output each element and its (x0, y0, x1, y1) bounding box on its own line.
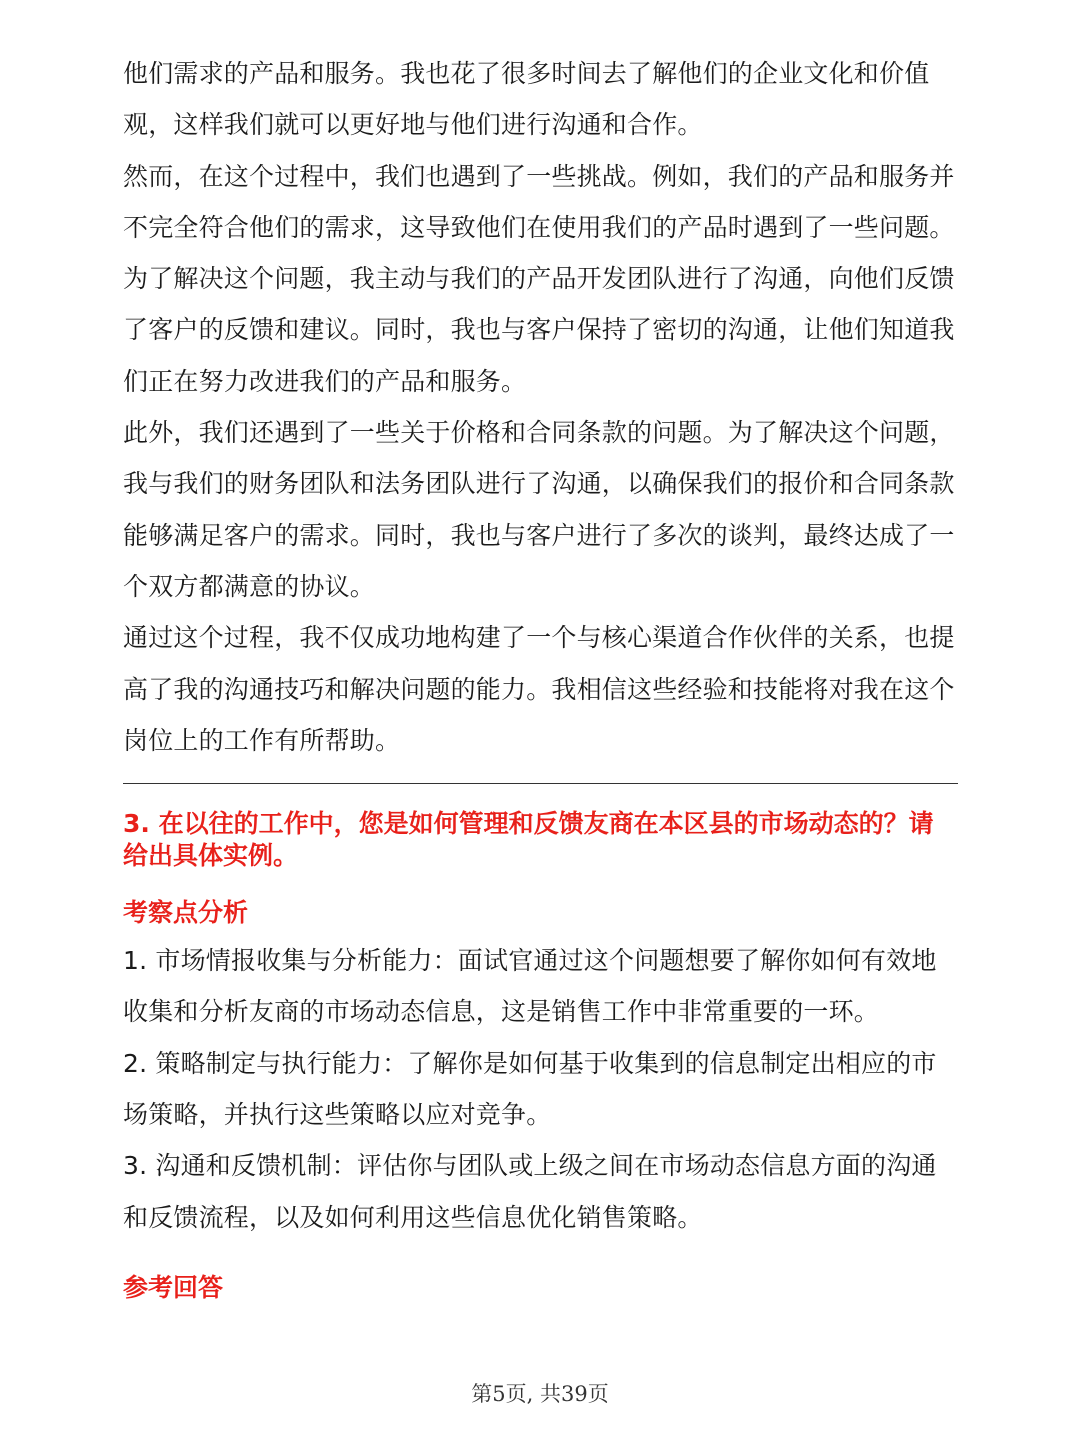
question-heading: 3. 在以往的工作中，您是如何管理和反馈友商在本区县的市场动态的？请给出具体实例。 (123, 809, 934, 871)
document-page (123, 48, 958, 1308)
section-divider (123, 783, 958, 784)
body-paragraph: 通过这个过程，我不仅成功地构建了一个与核心渠道合作伙伴的关系，也提高了我的沟通技巧和解决问题的能力。我相信这些经验和技能将对我在这个岗位上的工作有所帮助。 (123, 623, 955, 755)
analysis-item: 3. 沟通和反馈机制：评估你与团队或上级之间在市场动态信息方面的沟通和反馈流程，以及如何利用这些信息优化销售策略。 (123, 1151, 937, 1232)
analysis-list (123, 935, 958, 1243)
analysis-heading: 考察点分析 (123, 898, 249, 928)
page-indicator: 第5页, 共39页 (471, 1382, 609, 1406)
answer-heading: 参考回答 (123, 1272, 224, 1302)
analysis-item: 1. 市场情报收集与分析能力：面试官通过这个问题想要了解你如何有效地收集和分析友商的市场动态信息，这是销售工作中非常重要的一环。 (123, 946, 937, 1027)
body-paragraph: 然而，在这个过程中，我们也遇到了一些挑战。例如，我们的产品和服务并不完全符合他们的需求，这导致他们在使用我们的产品时遇到了一些问题。为了解决这个问题，我主动与我们的产品开发团队进行了沟通，向他们反馈了客户的反馈和建议。同时，我也与客户保持了密切的沟通，让他们知道我们正在努力改进我们的产品和服务。 (123, 161, 955, 396)
body-paragraph: 他们需求的产品和服务。我也花了很多时间去了解他们的企业文化和价值观，这样我们就可以更好地与他们进行沟通和合作。 (123, 59, 930, 140)
body-paragraph: 此外，我们还遇到了一些关于价格和合同条款的问题。为了解决这个问题，我与我们的财务团队和法务团队进行了沟通，以确保我们的报价和合同条款能够满足客户的需求。同时，我也与客户进行了多次的谈判，最终达成了一个双方都满意的协议。 (123, 418, 955, 601)
analysis-item: 2. 策略制定与执行能力：了解你是如何基于收集到的信息制定出相应的市场策略，并执行这些策略以应对竞争。 (123, 1048, 937, 1130)
